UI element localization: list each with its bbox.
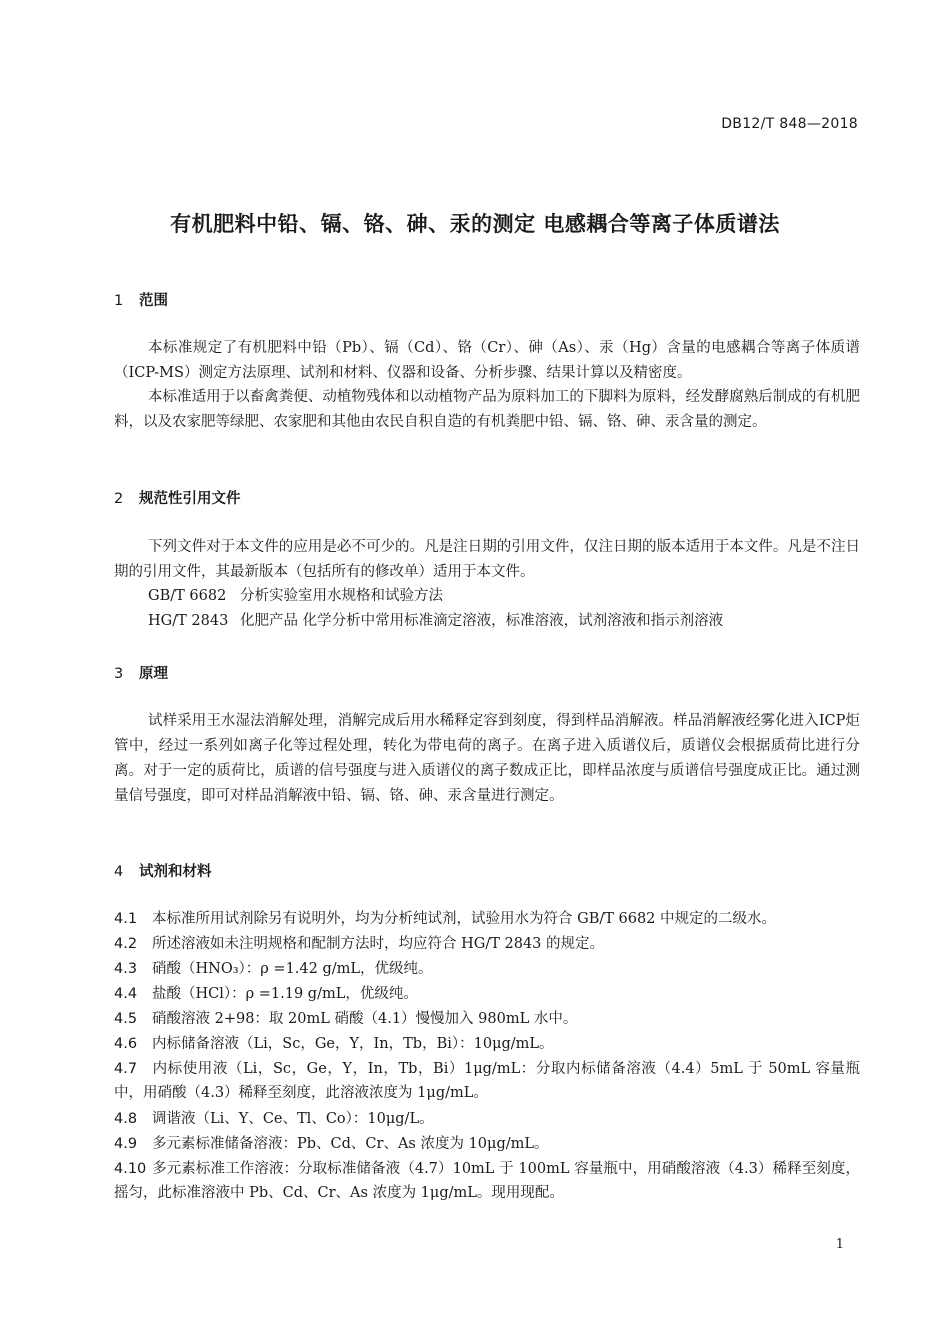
list-item: [114, 1007, 860, 1031]
section-heading-normative-references: [114, 487, 241, 508]
list-item: [114, 907, 860, 931]
item-text: 调谐液（Li、Y、Ce、Tl、Co）：10μg/L。: [152, 1111, 434, 1127]
reference-code: GB/T 6682: [148, 588, 227, 604]
section-number: 1: [114, 293, 124, 309]
item-text: 内标储备溶液（Li，Sc，Ge，Y，In，Tb，Bi）：10μg/mL。: [152, 1036, 554, 1052]
item-text: 所述溶液如未注明规格和配制方法时，均应符合 HG/T 2843 的规定。: [152, 936, 605, 952]
paragraph: 试样采用王水湿法消解处理，消解完成后用水稀释定容到刻度，得到样品消解液。样品消解液经雾化进入ICP炬管中，经过一系列如离子化等过程处理，转化为带电荷的离子。在离子进入质谱仪后，质谱仪会根据质荷比进行分离。对于一定的质荷比，质谱的信号强度与进入质谱仪的离子数成正比，即样品浓度与质谱信号强度成正比。通过测量信号强度，即可对样品消解液中铅、镉、铬、砷、汞含量进行测定。: [114, 713, 860, 804]
item-text: 硝酸（HNO₃）：ρ =1.42 g/mL，优级纯。: [152, 961, 433, 977]
page-number: 1: [835, 1237, 844, 1252]
item-number: 4.1: [114, 911, 138, 927]
item-text: 内标使用液（Li，Sc，Ge，Y，In，Tb，Bi）1μg/mL：分取内标储备溶液（4.4）5mL 于 50mL 容量瓶中，用硝酸（4.3）稀释至刻度，此溶液浓度为 1μg/mL。: [114, 1061, 860, 1101]
section-heading-reagents: [114, 860, 212, 881]
paragraph: 本标准适用于以畜禽粪便、动植物残体和以动植物产品为原料加工的下脚料为原料，经发酵腐熟后制成的有机肥料，以及农家肥等绿肥、农家肥和其他由农民自积自造的有机粪肥中铅、镉、铬、砷、汞含量的测定。: [114, 389, 860, 430]
section-heading-principle: [114, 662, 168, 683]
list-item: [114, 1032, 860, 1056]
list-item: [114, 1057, 860, 1105]
section-number: 4: [114, 864, 124, 880]
item-number: 4.3: [114, 961, 138, 977]
reference-item: [148, 584, 443, 609]
reference-item: [148, 609, 723, 634]
item-number: 4.9: [114, 1136, 138, 1152]
list-item: [114, 932, 860, 956]
section-title: 范围: [139, 293, 168, 309]
section-title: 规范性引用文件: [139, 491, 241, 507]
item-number: 4.7: [114, 1061, 138, 1077]
item-number: 4.5: [114, 1011, 138, 1027]
reference-title: 化肥产品 化学分析中常用标准滴定溶液，标准溶液，试剂溶液和指示剂溶液: [240, 613, 724, 629]
item-number: 4.10: [114, 1161, 147, 1177]
item-text: 多元素标准储备溶液：Pb、Cd、Cr、As 浓度为 10μg/mL。: [152, 1136, 549, 1152]
list-item: [114, 1107, 860, 1131]
section-number: 2: [114, 491, 124, 507]
reference-code: HG/T 2843: [148, 613, 229, 629]
item-text: 盐酸（HCl）：ρ =1.19 g/mL，优级纯。: [152, 986, 418, 1002]
section-title: 试剂和材料: [139, 864, 212, 880]
section-number: 3: [114, 666, 124, 682]
paragraph: 本标准规定了有机肥料中铅（Pb）、镉（Cd）、铬（Cr）、砷（As）、汞（Hg）含量的电感耦合等离子体质谱（ICP-MS）测定方法原理、试剂和材料、仪器和设备、分析步骤、结果计算以及精密度。: [114, 340, 860, 381]
list-item: [114, 982, 860, 1006]
item-number: 4.2: [114, 936, 138, 952]
item-text: 多元素标准工作溶液：分取标准储备液（4.7）10mL 于 100mL 容量瓶中，用硝酸溶液（4.3）稀释至刻度，摇匀，此标准溶液中 Pb、Cd、Cr、As 浓度为 1μg/mL。现用现配。: [114, 1161, 860, 1201]
section-title: 原理: [139, 666, 168, 682]
paragraph: 下列文件对于本文件的应用是必不可少的。凡是注日期的引用文件，仅注日期的版本适用于本文件。凡是不注日期的引用文件，其最新版本（包括所有的修改单）适用于本文件。: [114, 539, 860, 580]
list-item: [114, 957, 860, 981]
list-item: [114, 1132, 860, 1156]
item-number: 4.4: [114, 986, 138, 1002]
item-text: 本标准所用试剂除另有说明外，均为分析纯试剂，试验用水为符合 GB/T 6682 中规定的二级水。: [152, 911, 777, 927]
item-number: 4.6: [114, 1036, 138, 1052]
section-heading-scope: [114, 289, 168, 310]
document-title: 有机肥料中铅、镉、铬、砷、汞的测定 电感耦合等离子体质谱法: [170, 212, 780, 236]
item-text: 硝酸溶液 2+98：取 20mL 硝酸（4.1）慢慢加入 980mL 水中。: [152, 1011, 578, 1027]
reference-title: 分析实验室用水规格和试验方法: [240, 588, 443, 604]
document-number: DB12/T 848—2018: [721, 116, 858, 132]
item-number: 4.8: [114, 1111, 138, 1127]
list-item: [114, 1157, 860, 1205]
